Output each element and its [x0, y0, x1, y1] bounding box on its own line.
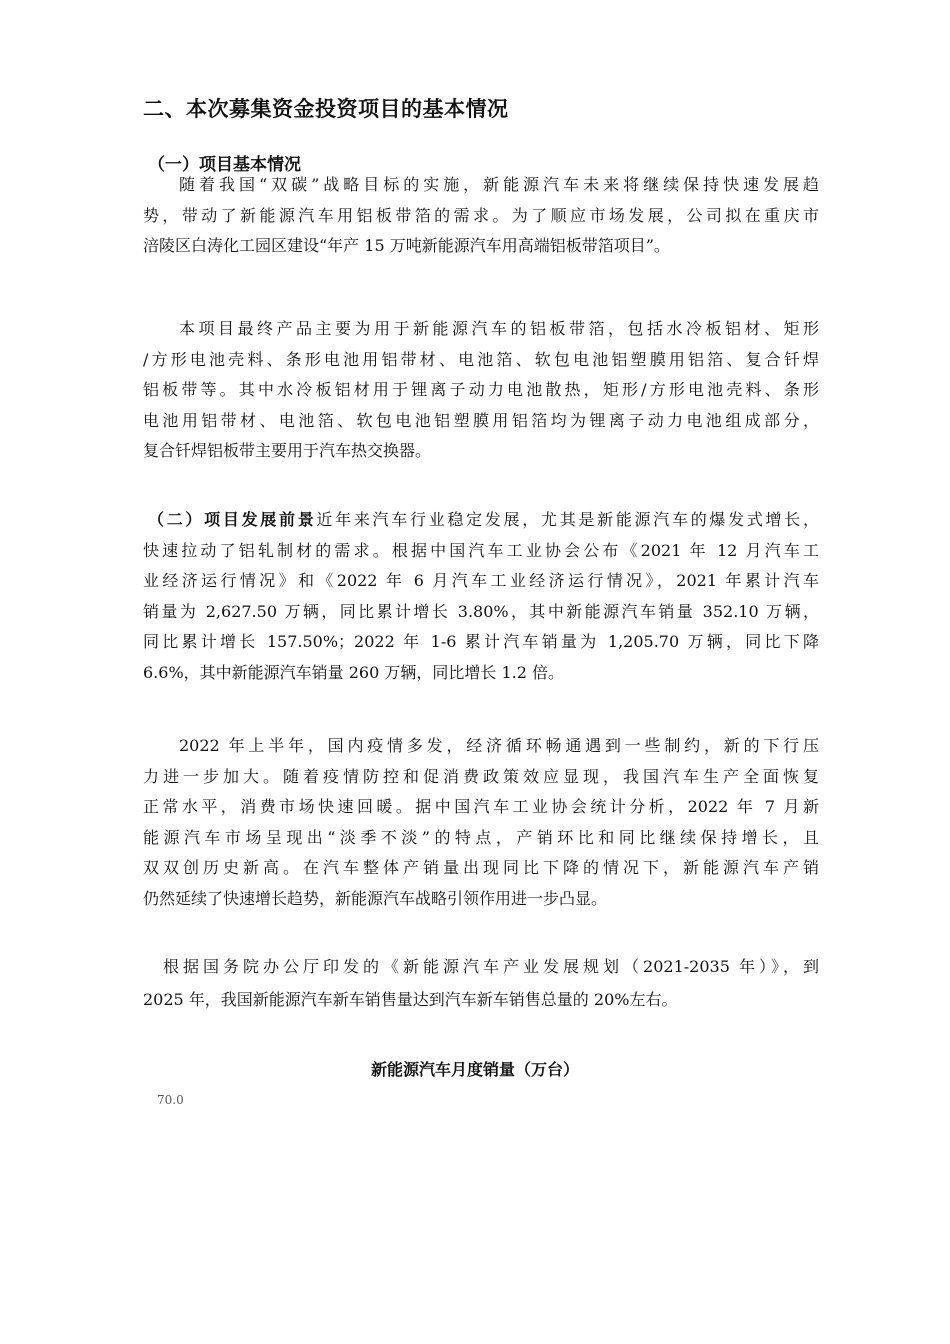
- paragraph-line-text: 近年来汽车行业稳定发展，尤其是新能源汽车的爆发式增长，: [316, 510, 819, 529]
- paragraph-line: 本项目最终产品主要为用于新能源汽车的铝板带箔，包括水冷板铝材、矩形: [179, 319, 819, 338]
- paragraph-line: 能源汽车市场呈现出“淡季不淡”的特点，产销环比和同比继续保持增长，且: [143, 827, 819, 847]
- paragraph-line: 力进一步加大。随着疫情防控和促消费政策效应显现，我国汽车生产全面恢复: [143, 766, 819, 786]
- paragraph-policy: [143, 950, 819, 1016]
- paragraph-market: [143, 731, 819, 914]
- paragraph-line: 快速拉动了铝轧制材的需求。根据中国汽车工业协会公布《2021 年 12 月汽车工: [143, 540, 819, 560]
- paragraph-line: 2022 年上半年，国内疫情多发，经济循环畅通遇到一些制约，新的下行压: [179, 736, 819, 755]
- paragraph-line: [143, 505, 819, 536]
- paragraph-products: [143, 314, 819, 467]
- y-axis-tick-label: 70.0: [157, 1093, 184, 1107]
- paragraph-line: 双双创历史新高。在汽车整体产销量出现同比下降的情况下，新能源汽车产销: [143, 858, 819, 877]
- subsection-heading-prospects: （二）项目发展前景: [148, 510, 317, 529]
- paragraph-line: 根据国务院办公厅印发的《新能源汽车产业发展规划（2021-2035 年）》，到: [163, 957, 819, 976]
- section-heading: 二、本次募集资金投资项目的基本情况: [143, 97, 509, 121]
- paragraph-line: 铝板带等。其中水冷板铝材用于锂离子动力电池散热，矩形/方形电池壳料、条形: [143, 380, 819, 399]
- paragraph-line: 涪陵区白涛化工园区建设“年产 15 万吨新能源汽车用高端铝板带箔项目”。: [143, 236, 670, 255]
- paragraph-line: 销量为 2,627.50 万辆，同比累计增长 3.80%，其中新能源汽车销量 352.10 万辆，: [143, 601, 819, 621]
- chart-area: [143, 1085, 819, 1285]
- paragraph-line: 复合钎焊铝板带主要用于汽车热交换器。: [143, 441, 432, 460]
- paragraph-line: 仍然延续了快速增长趋势，新能源汽车战略引领作用进一步凸显。: [143, 888, 608, 908]
- paragraph-line: 2025 年，我国新能源汽车新车销售量达到汽车新车销售总量的 20%左右。: [143, 990, 678, 1009]
- paragraph-line: 同比累计增长 157.50%；2022 年 1-6 累计汽车销量为 1,205.70 万辆，同比下降: [143, 632, 819, 651]
- paragraph-line: 业经济运行情况》和《2022 年 6 月汽车工业经济运行情况》，2021 年累计汽车: [143, 571, 819, 590]
- paragraph-line: 电池用铝带材、电池箔、软包电池铝塑膜用铝箔均为锂离子动力电池组成部分，: [143, 410, 819, 430]
- paragraph-line: 正常水平，消费市场快速回暖。据中国汽车工业协会统计分析，2022 年 7 月新: [143, 797, 819, 816]
- paragraph-line: 随着我国“双碳”战略目标的实施，新能源汽车未来将继续保持快速发展趋: [179, 175, 819, 194]
- paragraph-line: 势，带动了新能源汽车用铝板带箔的需求。为了顺应市场发展，公司拟在重庆市: [143, 205, 819, 225]
- subsection-heading-basic-info: （一）项目基本情况: [148, 155, 301, 175]
- chart-title: 新能源汽车月度销量（万台）: [370, 1060, 579, 1079]
- paragraph-prospects: [143, 505, 819, 688]
- paragraph-line: /方形电池壳料、条形电池用铝带材、电池箔、软包电池铝塑膜用铝箔、复合钎焊: [143, 349, 819, 369]
- paragraph-background: [143, 170, 819, 262]
- paragraph-line: 6.6%，其中新能源汽车销量 260 万辆，同比增长 1.2 倍。: [143, 662, 564, 682]
